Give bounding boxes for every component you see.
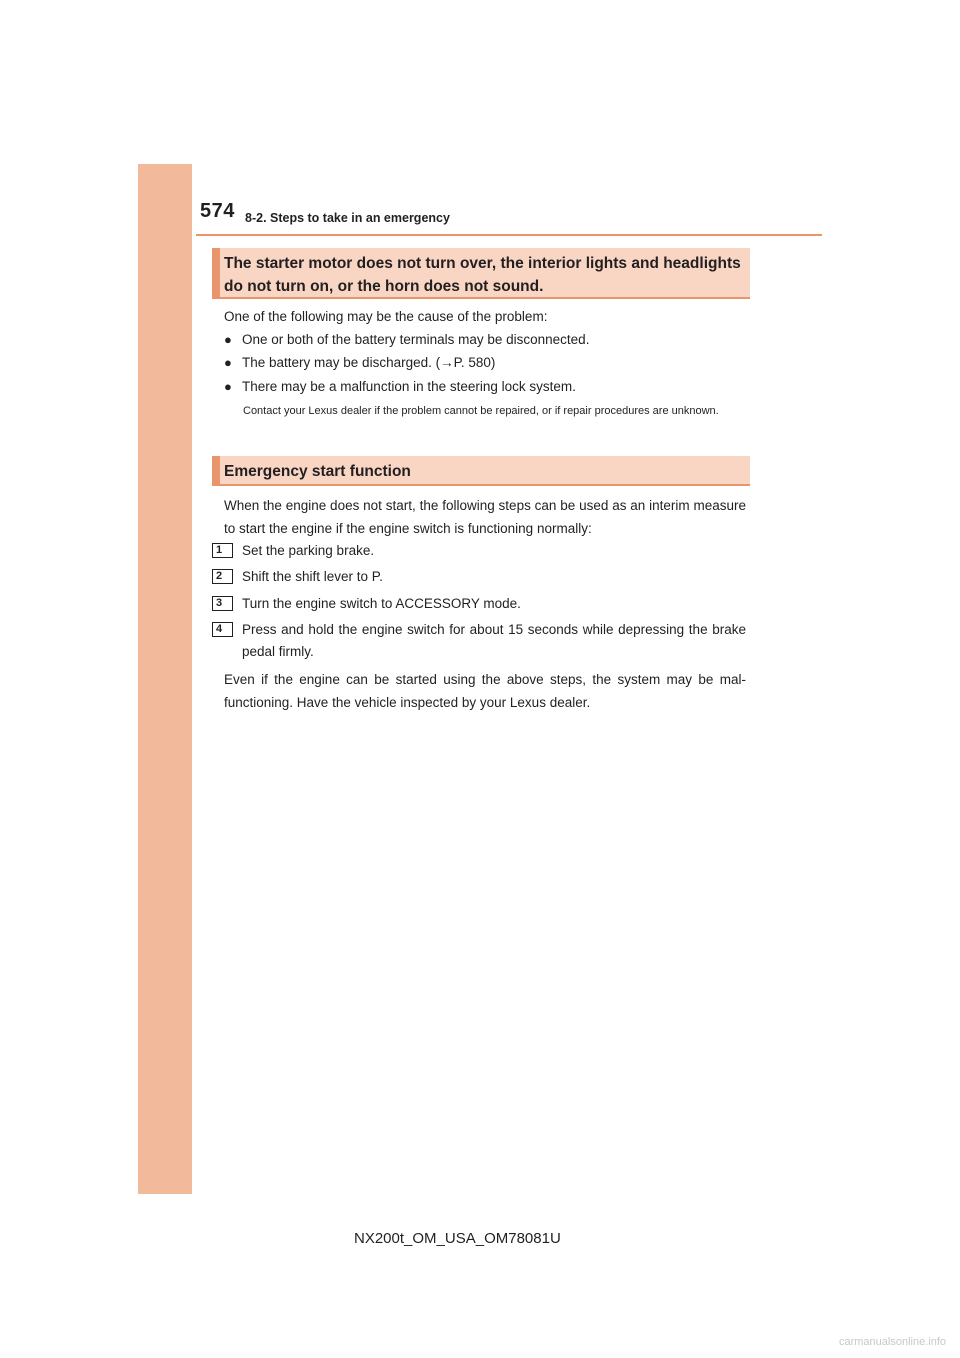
step-text: Set the parking brake. xyxy=(242,543,375,558)
chapter-tab-sidebar xyxy=(138,164,192,1194)
list-item xyxy=(224,353,495,373)
list-item xyxy=(224,330,589,350)
step-number-badge: 4 xyxy=(212,622,233,637)
section-heading-starter-motor: The starter motor does not turn over, the interior lights and headlights do not turn on, or the horn does not sound. xyxy=(212,248,750,299)
step-text: Turn the engine switch to ACCESSORY mode. xyxy=(242,596,521,611)
step-text: Press and hold the engine switch for about 15 seconds while depressing the brake pedal firmly. xyxy=(242,622,746,659)
page-number: 574 xyxy=(200,200,235,222)
bullet-text: The battery may be discharged. (→P. 580) xyxy=(242,355,496,370)
chapter-title: 8-2. Steps to take in an emergency xyxy=(245,211,450,225)
bullet-icon: ● xyxy=(224,355,232,370)
step-number-badge: 2 xyxy=(212,569,233,584)
section2-closing: Even if the engine can be started using the above steps, the system may be mal-functioning. Have the vehicle inspected by your Lexus dealer. xyxy=(224,672,746,710)
section1-note: Contact your Lexus dealer if the problem cannot be repaired, or if repair procedures are unknown. xyxy=(243,405,719,417)
bullet-icon: ● xyxy=(224,332,232,347)
step-number-badge: 1 xyxy=(212,543,233,558)
step-text: Shift the shift lever to P. xyxy=(242,569,383,584)
bullet-text: One or both of the battery terminals may be disconnected. xyxy=(242,332,590,347)
header-divider xyxy=(196,234,822,236)
step-number-badge: 3 xyxy=(212,596,233,611)
watermark: carmanualsonline.info xyxy=(838,1336,946,1348)
document-code: NX200t_OM_USA_OM78081U xyxy=(354,1230,561,1247)
list-item xyxy=(224,377,576,397)
bullet-text: There may be a malfunction in the steering lock system. xyxy=(242,379,576,394)
section-heading-emergency-start: Emergency start function xyxy=(212,456,750,486)
section2-intro: When the engine does not start, the following steps can be used as an interim measure to start the engine if the engine switch is functioning normally: xyxy=(224,498,746,536)
bullet-icon: ● xyxy=(224,379,232,394)
section1-intro: One of the following may be the cause of the problem: xyxy=(224,309,548,324)
